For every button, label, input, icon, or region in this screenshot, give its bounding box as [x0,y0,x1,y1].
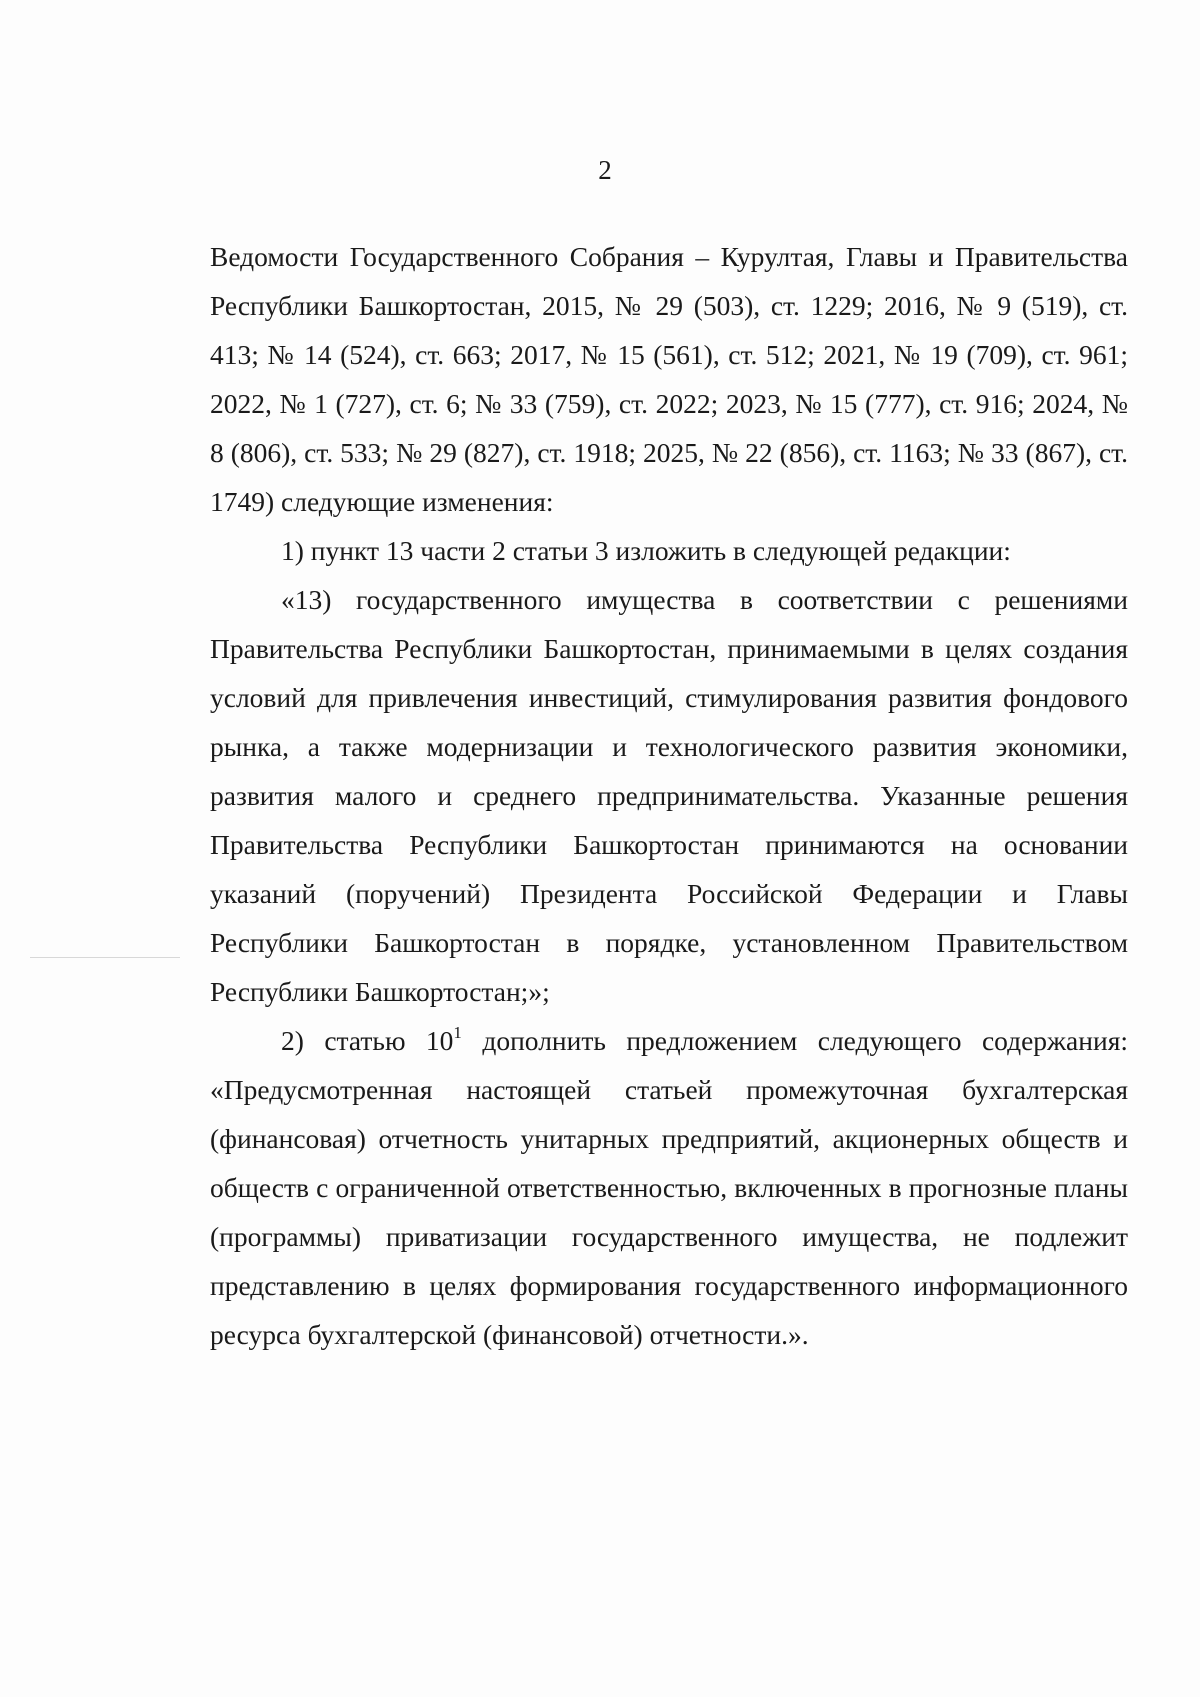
document-body [210,232,1128,1359]
paragraph-item-1-quote: «13) государственного имущества в соответствии с решениями Правительства Республики Башкортостан, принимаемыми в целях создания условий для привлечения инвестиций, стимулирования развития фондового рынка, а также модернизации и технологического развития экономики, развития малого и среднего предпринимательства. Указанные решения Правительства Республики Башкортостан принимаются на основании указаний (поручений) Президента Российской Федерации и Главы Республики Башкортостан в порядке, установленном Правительством Республики Башкортостан;»; [210,584,1128,1007]
paragraph-item-2 [210,1016,1128,1359]
paragraph-intro: Ведомости Государственного Собрания – Курултая, Главы и Правительства Республики Башкортостан, 2015, № 29 (503), ст. 1229; 2016, № 9 (519), ст. 413; № 14 (524), ст. 663; 2017, № 15 (561), ст. 512; 2021, № 19 (709), ст. 961; 2022, № 1 (727), ст. 6; № 33 (759), ст. 2022; 2023, № 15 (777), ст. 916; 2024, № 8 (806), ст. 533; № 29 (827), ст. 1918; 2025, № 22 (856), ст. 1163; № 33 (867), ст. 1749) следующие изменения: [210,241,1128,517]
item-2-lead: 2) статью 10 [281,1025,454,1056]
scan-artifact [30,957,180,958]
article-superscript: 1 [453,1022,462,1042]
item-2-text: дополнить предложением следующего содержания: «Предусмотренная настоящей статьей промежуточная бухгалтерская (финансовая) отчетность унитарных предприятий, акционерных обществ и обществ с ограниченной ответственностью, включенных в прогнозные планы (программы) приватизации государственного имущества, не подлежит представлению в целях формирования государственного информационного ресурса бухгалтерской (финансовой) отчетности.». [210,1025,1128,1350]
page-number: 2 [598,155,612,185]
paragraph-item-1: 1) пункт 13 части 2 статьи 3 изложить в следующей редакции: [281,535,1011,566]
